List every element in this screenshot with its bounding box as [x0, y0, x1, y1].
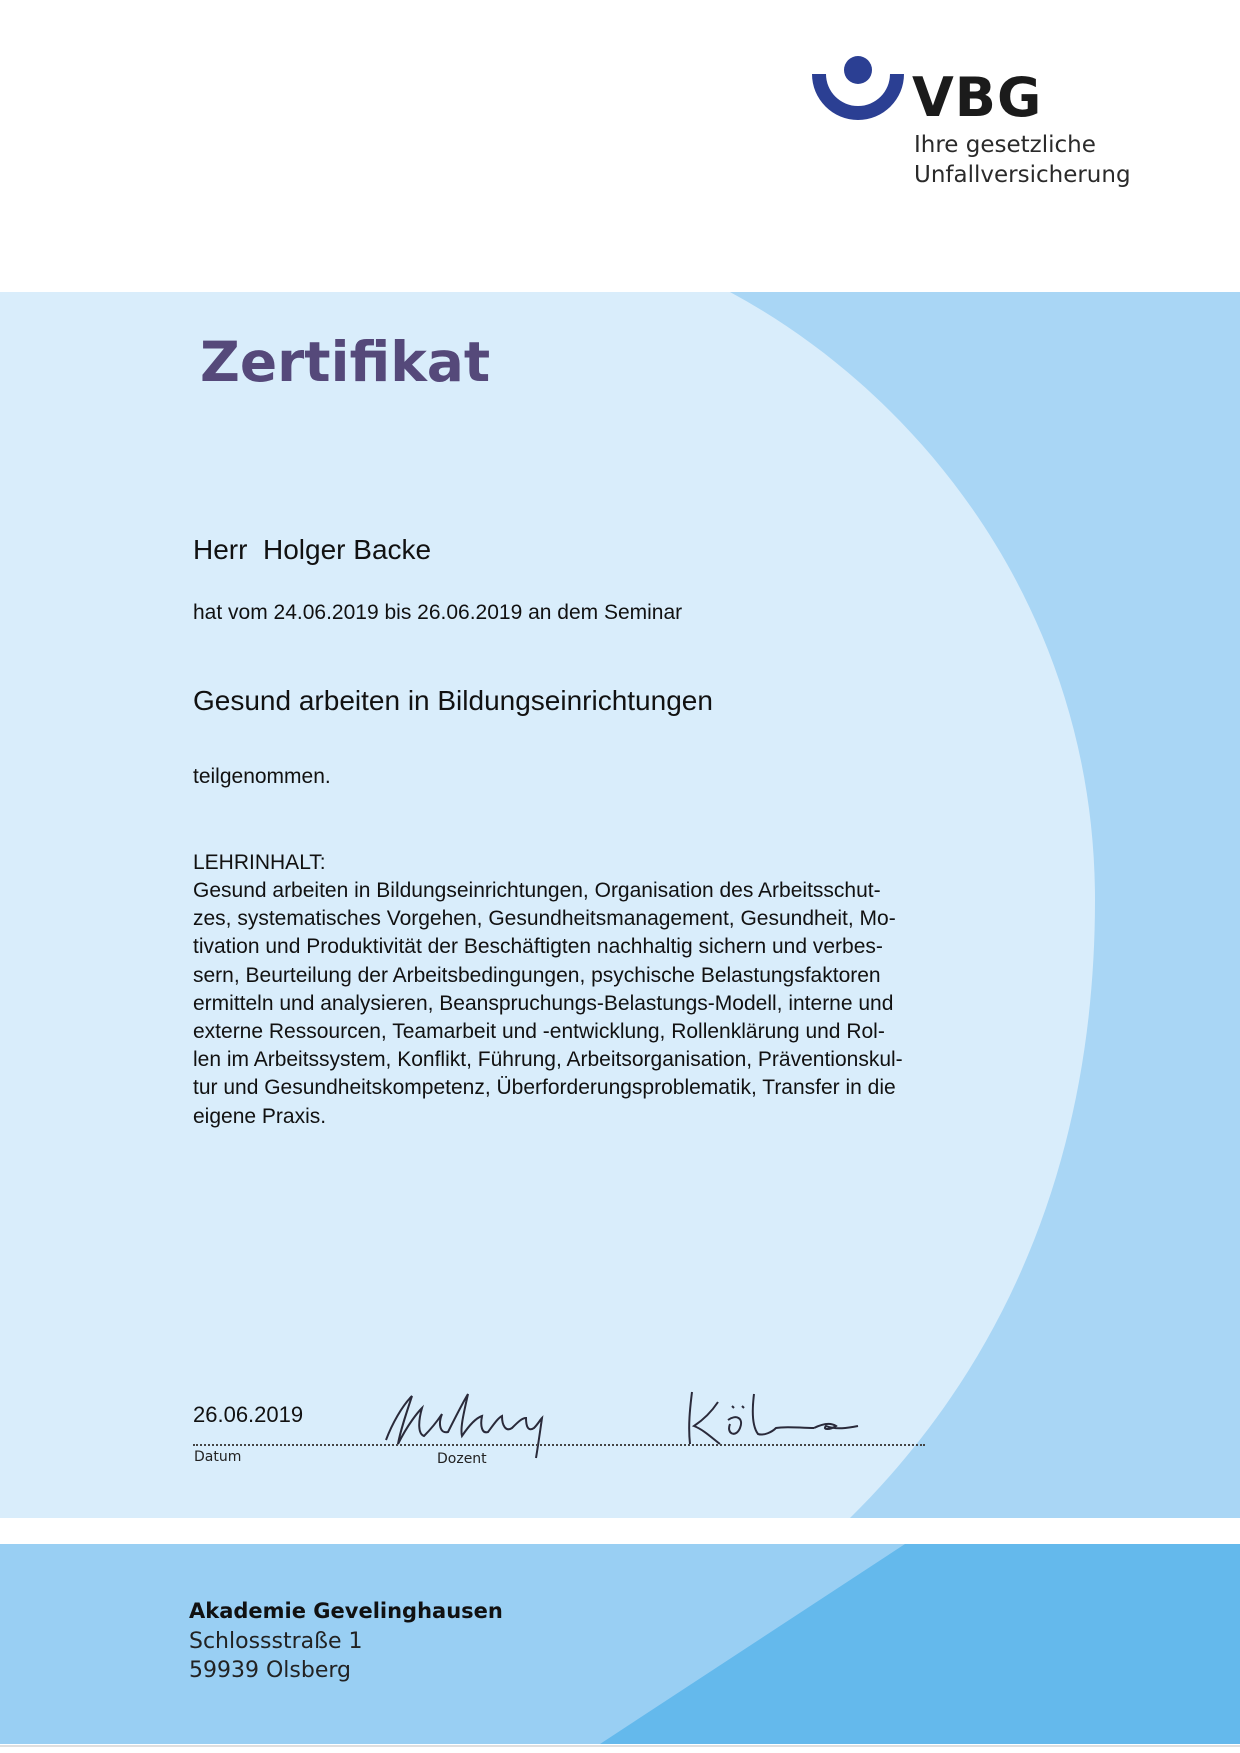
participation-statement: teilgenommen.: [193, 765, 331, 788]
content-line: len im Arbeitssystem, Konflikt, Führung, Arbeitsorganisation, Präventionskul-: [193, 1048, 903, 1072]
institution-street: Schlossstraße 1: [189, 1629, 363, 1654]
content-line: Gesund arbeiten in Bildungseinrichtungen, Organisation des Arbeitsschut-: [193, 879, 881, 902]
content-line: ermitteln und analysieren, Beanspruchungs-Belastungs-Modell, interne und: [193, 991, 894, 1015]
vbg-logo-icon: [810, 56, 906, 126]
seminar-period: hat vom 24.06.2019 bis 26.06.2019 an dem Seminar: [193, 601, 683, 624]
logo-wordmark: VBG: [912, 66, 1043, 129]
content-line: tur und Gesundheitskompetenz, Überforderungsproblematik, Transfer in die: [193, 1076, 896, 1100]
logo-tagline-line-2: Unfallversicherung: [914, 162, 1131, 188]
content-line: zes, systematisches Vorgehen, Gesundheitsmanagement, Gesundheit, Mo-: [193, 907, 896, 931]
lecturer-label: Dozent: [437, 1451, 487, 1467]
content-heading: LEHRINHALT:: [193, 851, 326, 874]
recipient-name: Herr Holger Backe: [193, 534, 432, 565]
seminar-title: Gesund arbeiten in Bildungseinrichtungen: [193, 685, 713, 716]
institution-city: 59939 Olsberg: [189, 1658, 351, 1683]
logo-tagline: [914, 130, 1131, 190]
signature-date: 26.06.2019: [193, 1402, 304, 1427]
logo-tagline-line-1: Ihre gesetzliche: [914, 132, 1096, 158]
content-line: eigene Praxis.: [193, 1104, 327, 1128]
vbg-logo: [808, 56, 1148, 196]
content-description: [193, 877, 1063, 1131]
content-line: externe Ressourcen, Teamarbeit und -entwicklung, Rollenklärung und Rol-: [193, 1020, 885, 1044]
content-line: sern, Beurteilung der Arbeitsbedingungen, psychische Belastungsfaktoren: [193, 963, 881, 987]
institution-name: Akademie Gevelinghausen: [189, 1599, 503, 1623]
signature-line: [193, 1444, 925, 1446]
date-label: Datum: [194, 1449, 242, 1465]
content-line: tivation und Produktivität der Beschäftigten nachhaltig sichern und verbes-: [193, 935, 883, 959]
certificate-title: Zertifikat: [200, 330, 491, 394]
